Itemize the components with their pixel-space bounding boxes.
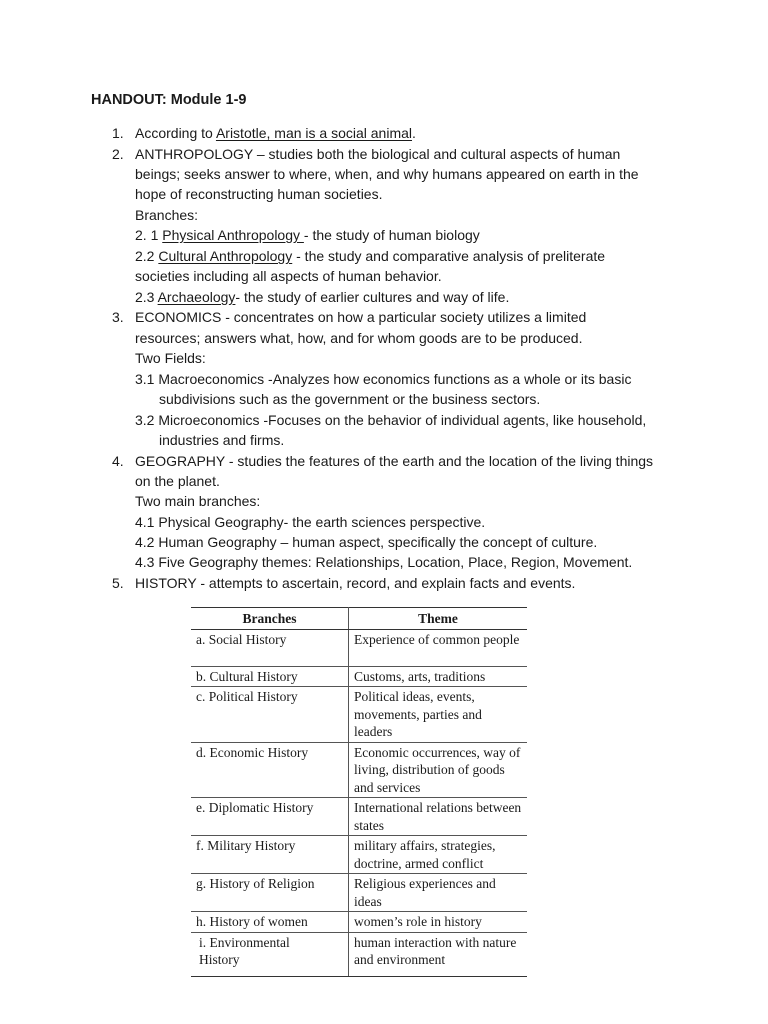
item-1-text: According to Aristotle, man is a social animal. <box>135 125 416 141</box>
anthropology-branch-2: 2.2 Cultural Anthropology - the study and comparative analysis of preliterate <box>135 248 606 264</box>
branch-cell: i. Environmental History <box>191 932 349 976</box>
theme-cell: human interaction with nature and environment <box>349 932 528 976</box>
list-number: 2. <box>112 146 124 162</box>
list-number: 5. <box>112 575 124 591</box>
anthropology-line-1: ANTHROPOLOGY – studies both the biological and cultural aspects of human <box>135 146 621 162</box>
list-number: 3. <box>112 309 124 325</box>
economics-field-1: 3.1 Macroeconomics -Analyzes how economics functions as a whole or its basic <box>135 371 632 387</box>
branch-cell: b. Cultural History <box>191 666 349 687</box>
table-row <box>191 912 527 933</box>
anthropology-branches-label: Branches: <box>135 207 199 223</box>
column-header-branches: Branches <box>191 608 349 630</box>
theme-cell: military affairs, strategies, doctrine, armed conflict <box>349 836 528 874</box>
anthropology-line-2: beings; seeks answer to where, when, and why humans appeared on earth in the <box>135 166 639 182</box>
anthropology-branch-2-cont: societies including all aspects of human behavior. <box>135 268 442 284</box>
anthropology-branch-3: 2.3 Archaeology- the study of earlier cultures and way of life. <box>135 289 510 305</box>
theme-cell: Religious experiences and ideas <box>349 874 528 912</box>
economics-fields-label: Two Fields: <box>135 350 206 366</box>
table-row <box>191 687 527 743</box>
branch-cell: c. Political History <box>191 687 349 743</box>
geography-line-2: on the planet. <box>135 473 220 489</box>
table-header-row <box>191 608 527 630</box>
geography-branch-2: 4.2 Human Geography – human aspect, specifically the concept of culture. <box>135 534 598 550</box>
theme-cell: Political ideas, events, movements, parties and leaders <box>349 687 528 743</box>
aristotle-quote: Aristotle, man is a social animal <box>215 125 413 141</box>
column-header-theme: Theme <box>349 608 528 630</box>
branch-cell: e. Diplomatic History <box>191 798 349 836</box>
economics-line-2: resources; answers what, how, and for whom goods are to be produced. <box>135 330 583 346</box>
geography-line-1: GEOGRAPHY - studies the features of the earth and the location of the living things <box>135 453 654 469</box>
branch-cell: h. History of women <box>191 912 349 933</box>
table-row <box>191 932 527 976</box>
list-number: 4. <box>112 453 124 469</box>
branch-cell: a. Social History <box>191 629 349 666</box>
branch-cell: f. Military History <box>191 836 349 874</box>
branch-cell: d. Economic History <box>191 742 349 798</box>
economics-line-1: ECONOMICS - concentrates on how a particular society utilizes a limited <box>135 309 587 325</box>
table-row <box>191 742 527 798</box>
economics-field-2-cont: industries and firms. <box>159 432 285 448</box>
history-line-1: HISTORY - attempts to ascertain, record, and explain facts and events. <box>135 575 576 591</box>
table-row <box>191 629 527 666</box>
theme-cell: Customs, arts, traditions <box>349 666 528 687</box>
anthropology-branch-1: 2. 1 Physical Anthropology - the study of human biology <box>135 227 480 243</box>
economics-field-2: 3.2 Microeconomics -Focuses on the behavior of individual agents, like household, <box>135 412 647 428</box>
theme-cell: Experience of common people <box>349 629 528 666</box>
table-row <box>191 798 527 836</box>
table-row <box>191 666 527 687</box>
geography-branches-label: Two main branches: <box>135 493 261 509</box>
table-row <box>191 874 527 912</box>
geography-branch-1: 4.1 Physical Geography- the earth sciences perspective. <box>135 514 486 530</box>
anthropology-line-3: hope of reconstructing human societies. <box>135 186 383 202</box>
theme-cell: women’s role in history <box>349 912 528 933</box>
history-branches-table <box>191 607 527 977</box>
theme-cell: Economic occurrences, way of living, distribution of goods and services <box>349 742 528 798</box>
list-number: 1. <box>112 125 124 141</box>
handout-title: HANDOUT: Module 1-9 <box>91 92 247 108</box>
economics-field-1-cont: subdivisions such as the government or the business sectors. <box>159 391 541 407</box>
branch-cell: g. History of Religion <box>191 874 349 912</box>
geography-branch-3: 4.3 Five Geography themes: Relationships, Location, Place, Region, Movement. <box>135 554 633 570</box>
theme-cell: International relations between states <box>349 798 528 836</box>
table-row <box>191 836 527 874</box>
